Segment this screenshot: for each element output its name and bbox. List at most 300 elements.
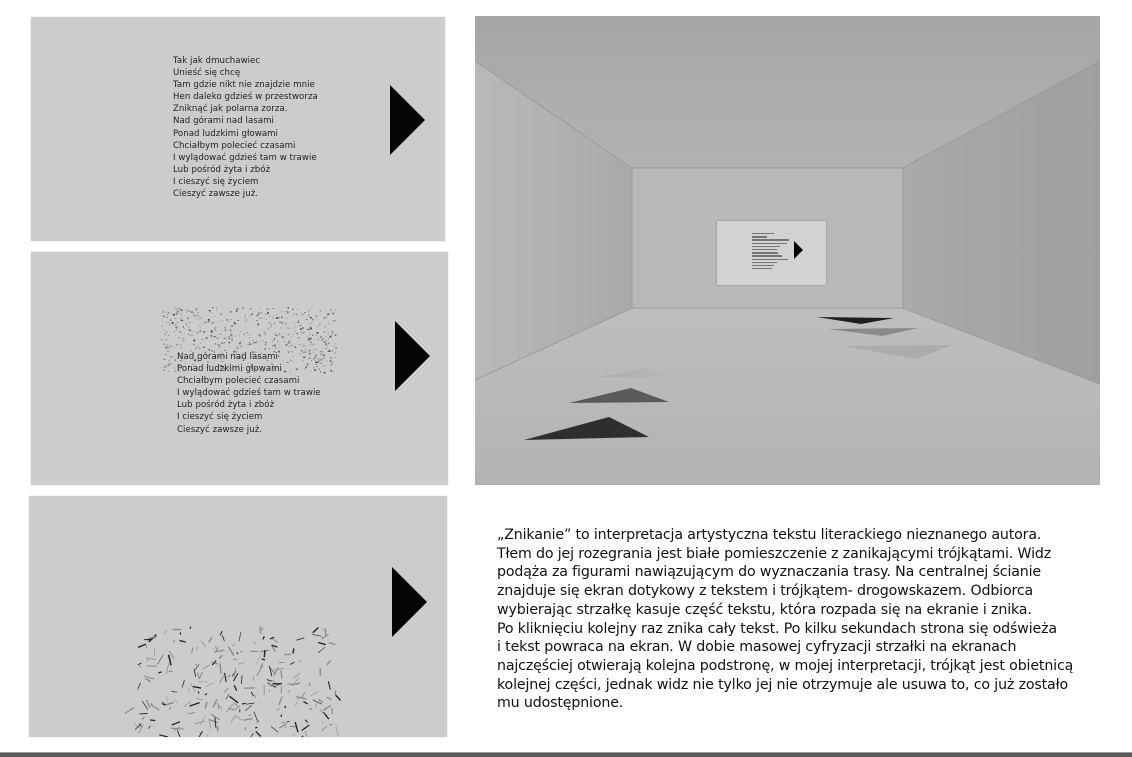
fragment [201,641,206,648]
particle [167,347,168,349]
text-line: I wylądować gdzieś tam w trawie [173,152,318,164]
particle [212,331,213,333]
bottom-border [0,752,1132,757]
particle [236,309,237,311]
particle [209,320,211,321]
particle [177,326,179,327]
particle [258,324,259,326]
fragment [188,712,195,714]
particle [276,335,277,337]
particle [236,311,237,313]
text-line: Nad górami nad lasami [177,351,321,363]
fragment [328,681,330,689]
particle [334,346,336,347]
fragment [255,695,256,698]
particle [213,337,215,338]
particle [168,322,169,323]
particle [325,317,327,318]
fragment [232,672,236,677]
fragment [175,700,177,703]
particle [161,367,162,368]
particle [166,322,167,323]
particle [265,342,266,343]
particle [184,328,185,329]
particle [184,333,185,334]
particle [217,344,219,345]
particle [272,346,273,347]
particle [266,314,267,315]
fragment [197,673,199,678]
particle [331,370,332,372]
fragment [142,701,147,709]
particle [232,325,233,326]
particle [259,340,260,341]
particle [187,317,189,319]
fragment [195,664,198,667]
fragment [312,634,321,636]
particle [263,318,265,319]
particle [181,318,182,319]
particle [327,314,329,316]
particle [300,347,301,348]
particle [183,340,185,341]
text-line: Ponad ludzkimi głowami [177,363,321,375]
particle [324,355,325,356]
particle [289,346,290,347]
particle [168,312,170,313]
particle [172,313,173,314]
particle [165,340,166,341]
particle [291,345,292,347]
fragment [281,714,282,717]
particle [253,343,254,344]
fragment [202,665,209,669]
fragment [257,667,262,676]
fragment [166,702,174,705]
particle [260,346,261,348]
particle [335,309,336,310]
fragment [255,727,257,728]
fragment [220,631,222,635]
particle [335,320,336,321]
fragment [310,709,313,710]
particle [324,331,325,332]
room-visualization [475,16,1100,485]
fragment [193,687,201,689]
particle [326,317,328,318]
particle [275,333,277,334]
fragment [205,694,207,695]
particle [181,320,183,321]
particle [176,313,178,314]
fragment [226,694,229,699]
particle [163,316,165,317]
particle [279,334,280,335]
particle [323,342,325,343]
particle [287,317,288,319]
particle [163,359,165,360]
particle [288,307,289,309]
particle [317,326,319,327]
particle [166,366,167,368]
particle [178,307,179,308]
particle [336,348,337,349]
particle [173,314,175,316]
particle [279,322,281,323]
particle [225,327,226,329]
particle [188,311,189,312]
particle [175,314,176,315]
particle [323,358,325,359]
particle [170,364,172,365]
text-line: Chciałbym polecieć czasami [173,140,318,152]
particle [200,349,201,350]
particle [245,315,246,316]
particle [286,311,288,312]
text-line: Zniknąć jak polarna zorza. [173,103,318,115]
fragment [146,645,147,648]
particle [164,334,166,335]
fragment [146,658,156,660]
particle [183,326,184,327]
particle [302,314,304,315]
particle [332,338,333,339]
particle [214,316,215,317]
particle [295,327,296,328]
text-line: I cieszyć się życiem [173,176,318,188]
fragment [245,705,251,711]
particle [258,314,260,315]
fragment [142,717,145,720]
particle [310,317,312,319]
particle [306,348,307,349]
particle [329,350,331,352]
particle [335,357,336,358]
fragment [190,703,200,707]
particle [203,331,205,332]
particle [165,354,167,355]
particle [175,324,177,326]
fragment [216,647,218,651]
particle [249,338,251,339]
particle [239,343,240,345]
fragment [188,688,190,691]
fragment [172,692,177,693]
fragment [295,702,297,706]
text-line: I wylądować gdzieś tam w trawie [177,387,321,399]
fragment [227,704,233,712]
fragment [269,690,270,692]
particle [204,347,205,348]
fragment [241,675,242,684]
particle [217,338,219,339]
fragment [318,647,325,653]
particle [335,335,337,337]
fragment [303,702,307,704]
particle [281,327,283,328]
particle [206,337,208,339]
particle [166,347,167,349]
fragment [251,692,254,696]
particle [193,340,195,342]
particle [332,362,333,364]
fragment [285,706,286,708]
particle [208,322,209,323]
particle [229,336,230,337]
particle [241,341,242,343]
fragment [219,655,222,658]
particle [310,342,312,344]
particle [200,327,201,329]
particle [306,319,308,320]
particle [289,333,290,334]
particle [228,309,229,310]
fragment [311,691,319,696]
wall-touchscreen [717,221,826,285]
particle [204,322,206,323]
fragment [327,697,331,700]
fragment [138,663,142,665]
particle [312,334,314,336]
particle [189,326,190,328]
particle [330,360,332,362]
particle [208,319,210,321]
fragment [162,702,164,703]
particle [274,338,275,340]
fragment [138,644,146,647]
particle [290,336,292,337]
poem-text [177,351,321,436]
particle [272,308,273,309]
particle [174,331,175,332]
particle [176,310,177,311]
fragment [157,655,163,664]
screen-text-disintegrated-panel [29,496,447,737]
fragment [305,731,307,738]
fragment [279,697,283,705]
text-line: Tłem do jej rozegrania jest białe pomieszczenie z zanikającymi trójkątami. Widz [497,545,1117,564]
fragment [297,698,299,699]
fragment [293,733,295,736]
fragment [158,672,161,673]
text-line: Nad górami nad lasami [173,115,318,127]
particle [278,317,280,318]
particle [197,345,199,347]
right-triangle-icon[interactable] [392,567,427,637]
particle [175,359,177,361]
particle [219,345,221,347]
particle [265,344,266,346]
fragment [159,735,168,737]
particle [292,309,293,310]
fragment [235,716,242,720]
particle [293,334,295,335]
fragment [209,720,218,723]
particle [199,325,200,326]
fragment [281,670,282,678]
particle [182,333,183,334]
fragment [262,665,264,667]
fragment [246,703,254,704]
particle [197,319,198,320]
particle [163,344,165,345]
fragment [299,736,303,737]
particle [216,309,217,310]
particle [195,316,196,317]
fragment [256,731,261,736]
particle [323,366,325,367]
particle [193,314,195,315]
particle [286,344,287,346]
particle [282,336,283,338]
fragment [166,663,169,673]
particle [219,347,220,348]
fragment [167,696,168,702]
particle [294,343,295,344]
text-line: I cieszyć się życiem [177,411,321,423]
particle [220,334,222,335]
particle [299,325,300,326]
fragment [299,660,301,662]
fragment [164,630,167,634]
fragment [222,635,224,641]
particle [290,341,292,342]
text-line: Lub pośród żyta i zbóż [173,164,318,176]
particle [167,314,169,315]
particle [250,308,251,310]
particle [300,325,301,326]
fragment [135,724,141,730]
particle [297,309,298,310]
fragment [224,688,228,692]
particle [161,339,162,341]
particle [171,356,172,358]
particle [288,312,290,313]
fragment [234,706,240,710]
fragment [214,650,224,652]
particle [196,348,197,350]
particle [249,342,250,343]
particle [321,359,323,361]
particle [200,308,201,309]
text-line: i tekst powraca na ekran. W dobie masowej cyfryzacji strzałki na ekranach [497,638,1117,657]
particle [303,346,305,347]
particle [235,336,237,337]
particle [259,334,261,336]
fragment [200,716,205,725]
particle [326,336,327,337]
particle [222,343,224,344]
fragment [192,647,193,653]
fragment [264,650,265,657]
particle [300,328,302,330]
particle [246,319,247,321]
right-triangle-icon[interactable] [395,321,430,391]
fragment [285,723,286,728]
particle [197,333,199,334]
particle [279,344,280,345]
particle [330,357,332,359]
fragment [220,676,224,684]
particle [180,319,181,321]
particle [309,338,310,339]
particle [321,354,323,355]
fragment [254,712,258,721]
particle [250,315,251,316]
particle [323,318,325,319]
fragment [242,703,246,704]
particle [229,342,231,343]
particle [188,334,189,335]
particle [277,341,278,342]
fragment [225,673,227,682]
particle [167,317,168,318]
particle [301,332,302,333]
particle [177,311,179,312]
right-triangle-icon[interactable] [390,85,425,155]
fragment [274,667,278,676]
particle [173,348,174,349]
fragment [318,699,323,702]
fragment [174,640,175,643]
particle [231,325,232,327]
fragment [172,722,180,725]
particle [332,330,333,331]
fragment [149,726,151,729]
text-line: Po kliknięciu kolejny raz znika cały tekst. Po kilku sekundach strona się odświeża [497,620,1117,639]
particle [182,339,183,341]
particle [168,364,170,366]
particle [310,327,311,329]
particle [199,331,201,332]
fragment [233,659,237,660]
particle [265,333,266,335]
fragment [150,720,155,721]
particle [328,323,329,324]
fragment [329,643,335,645]
particle [274,323,276,324]
particle [164,330,165,331]
fragment [267,680,273,682]
particle [224,329,226,331]
fragment [138,683,141,690]
fragment [229,674,230,677]
particle [192,312,193,313]
particle [320,310,322,311]
particle [288,335,289,336]
particle [335,347,336,348]
particle [250,344,251,345]
fragment [313,628,319,633]
particle [256,315,257,316]
particle [183,338,184,339]
particle [289,328,290,330]
particle [174,307,176,308]
particle [261,312,262,313]
particle [297,333,298,334]
fragment [198,731,203,737]
fragment [269,666,271,676]
particle [181,335,182,336]
fragment [301,692,305,698]
particle [163,311,164,313]
particle [248,344,250,345]
fragment [199,672,202,679]
fragment [288,690,290,693]
particle [269,348,270,349]
particle [255,342,257,343]
particle [176,308,177,309]
